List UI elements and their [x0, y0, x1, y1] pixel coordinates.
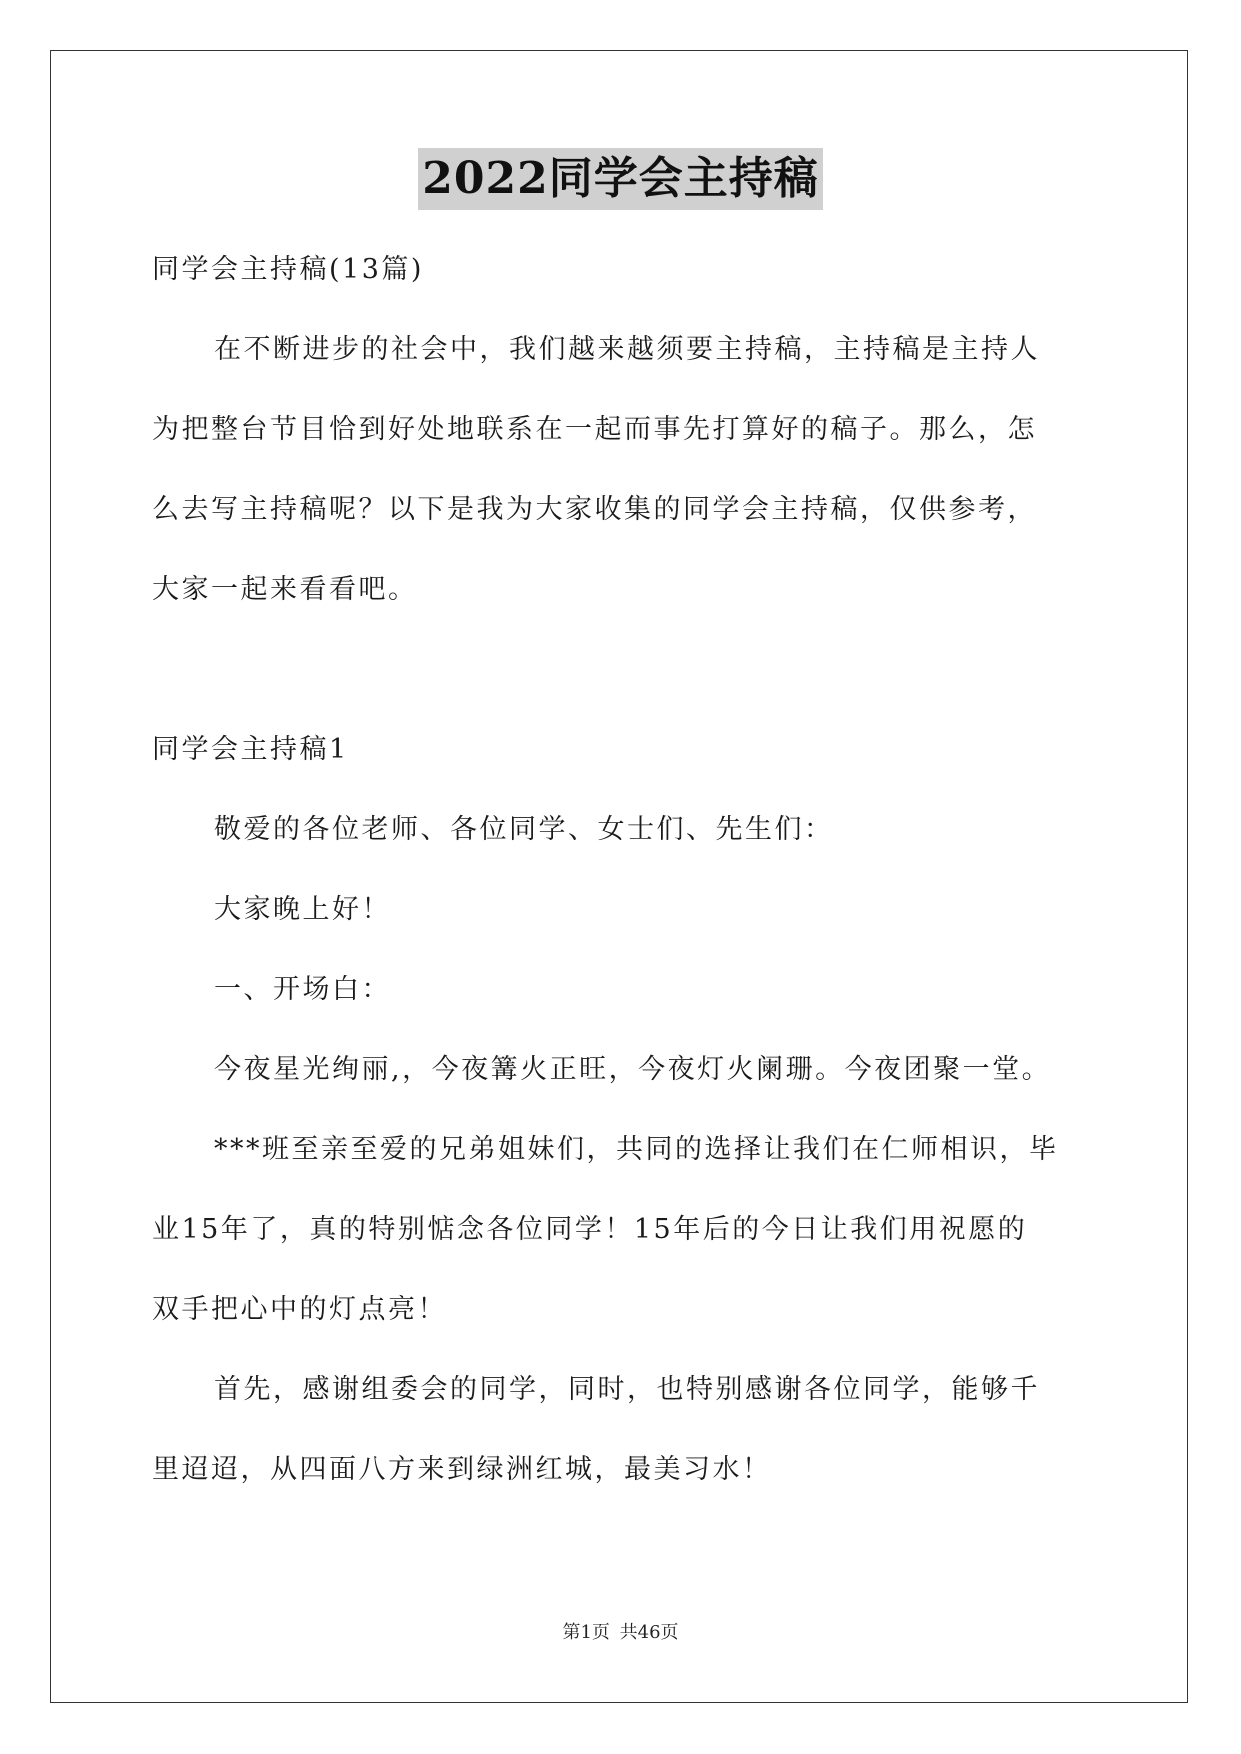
intro-line: 么去写主持稿呢？以下是我为大家收集的同学会主持稿，仅供参考，: [152, 494, 1037, 525]
body-line: 首先，感谢组委会的同学，同时，也特别感谢各位同学，能够千: [214, 1374, 1040, 1405]
subtitle: 同学会主持稿(13篇): [152, 254, 424, 285]
body-line: ***班至亲至爱的兄弟姐妹们，共同的选择让我们在仁师相识，毕: [214, 1134, 1059, 1165]
page-number: 第1页: [562, 1622, 610, 1643]
paragraph-gap: [152, 630, 1092, 710]
document-body: [152, 230, 1092, 1510]
intro-line: 大家一起来看看吧。: [152, 574, 418, 605]
intro-line: 为把整台节目恰到好处地联系在一起而事先打算好的稿子。那么，怎: [152, 414, 1037, 445]
body-line: 里迢迢，从四面八方来到绿洲红城，最美习水！: [152, 1454, 772, 1485]
body-line: 业15年了，真的特别惦念各位同学！15年后的今日让我们用祝愿的: [152, 1214, 1028, 1245]
section-heading: 同学会主持稿1: [152, 734, 349, 765]
subheading-opening: 一、开场白：: [214, 974, 391, 1005]
greeting: 大家晚上好！: [214, 894, 391, 925]
intro-line: 在不断进步的社会中，我们越来越须要主持稿，主持稿是主持人: [214, 334, 1040, 365]
total-pages: 共46页: [619, 1622, 679, 1643]
title-container: [0, 148, 1241, 210]
document-title: 2022同学会主持稿: [418, 148, 822, 210]
salutation: 敬爱的各位老师、各位同学、女士们、先生们：: [214, 814, 834, 845]
body-line: 今夜星光绚丽,，今夜篝火正旺，今夜灯火阑珊。今夜团聚一堂。: [214, 1054, 1052, 1085]
body-line: 双手把心中的灯点亮！: [152, 1294, 447, 1325]
page-footer: [0, 1618, 1241, 1644]
